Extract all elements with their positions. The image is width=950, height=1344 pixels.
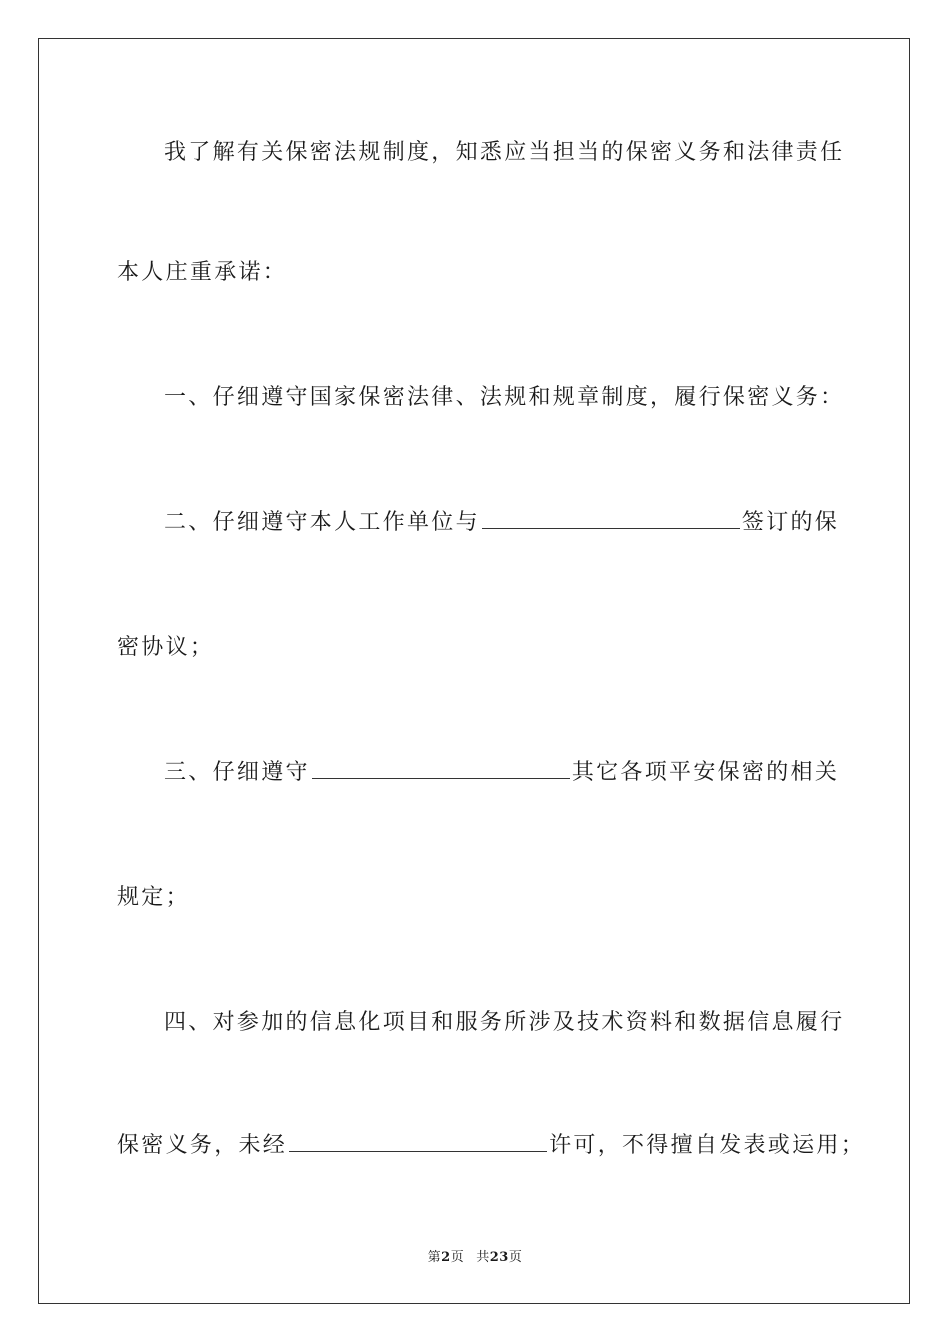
- paragraph-item-3-continued: [117, 883, 190, 913]
- fill-in-blank-organization[interactable]: [312, 758, 570, 779]
- total-prefix: 共: [476, 1250, 490, 1265]
- page-suffix: 页: [450, 1250, 465, 1265]
- paragraph-text: 四、对参加的信息化项目和服务所涉及技术资料和数据信息履行: [164, 1010, 845, 1035]
- paragraph-text-before: 二、仔细遵守本人工作单位与: [164, 510, 480, 535]
- paragraph-text: 本人庄重承诺：: [117, 260, 288, 285]
- paragraph-text: 一、仔细遵守国家保密法律、法规和规章制度，履行保密义务：: [164, 385, 845, 410]
- paragraph-item-1: [164, 383, 844, 413]
- page-footer: [0, 1246, 950, 1265]
- paragraph-text: 密协议；: [117, 635, 215, 660]
- total-suffix: 页: [508, 1250, 523, 1265]
- fill-in-blank-unit[interactable]: [482, 508, 740, 529]
- paragraph-text-before: 三、仔细遵守: [164, 760, 310, 785]
- paragraph-text: 我了解有关保密法规制度，知悉应当担当的保密义务和法律责任: [164, 140, 845, 165]
- paragraph-intro: [164, 138, 844, 168]
- paragraph-text-after: 许可，不得擅自发表或运用；: [549, 1133, 866, 1158]
- paragraph-item-4: [164, 1008, 844, 1038]
- total-pages: 23: [489, 1250, 509, 1265]
- page-border: [38, 38, 910, 1304]
- paragraph-item-3: [164, 758, 839, 788]
- paragraph-item-2: [164, 508, 839, 538]
- paragraph-text-after: 其它各项平安保密的相关: [571, 760, 840, 785]
- paragraph-text-after: 签订的保: [741, 510, 840, 535]
- paragraph-item-2-continued: [117, 633, 214, 663]
- page-prefix: 第: [427, 1250, 442, 1265]
- paragraph-text-before: 保密义务，未经: [117, 1133, 288, 1158]
- paragraph-pledge-heading: [117, 258, 287, 288]
- paragraph-text: 规定；: [117, 885, 190, 910]
- paragraph-item-4-continued: [117, 1131, 865, 1161]
- page-number: 2: [441, 1250, 451, 1265]
- fill-in-blank-approver[interactable]: [289, 1131, 547, 1152]
